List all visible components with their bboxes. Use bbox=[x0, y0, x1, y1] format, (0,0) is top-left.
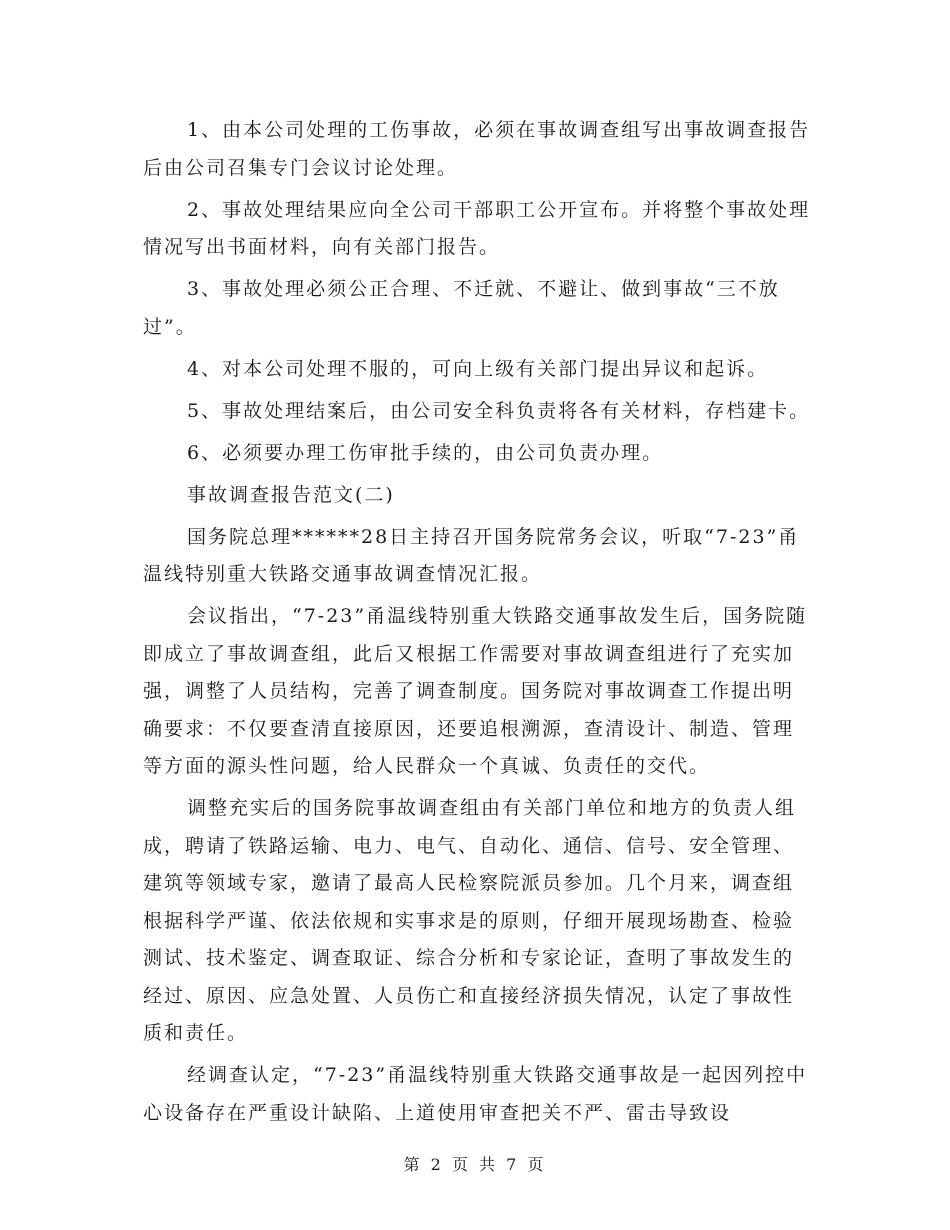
section-heading: 事故调查报告范文(二) bbox=[187, 483, 395, 506]
paragraph-item-6: 6、必须要办理工伤审批手续的，由公司负责办理。 bbox=[187, 441, 664, 464]
page-number-footer: 第 2 页 共 7 页 bbox=[403, 1155, 547, 1174]
document-body bbox=[143, 112, 813, 1137]
paragraph-item-4: 4、对本公司处理不服的，可向上级有关部门提出异议和起诉。 bbox=[187, 357, 769, 380]
paragraph-meeting-points: 会议指出，“7-23”甬温线特别重大铁路交通事故发生后，国务院随即成立了事故调查组，此后又根据工作需要对事故调查组进行了充实加强，调整了人员结构，完善了调查制度。国务院对事故调查工作提出明确要求：不仅要查清直接原因，还要追根溯源，查清设计、制造、管理等方面的源头性问题，给人民群众一个真诚、负责任的交代。 bbox=[143, 605, 808, 777]
paragraph-meeting-intro: 国务院总理******28日主持召开国务院常务会议，听取“7-23”甬温线特别重大铁路交通事故调查情况汇报。 bbox=[143, 525, 800, 585]
paragraph-conclusion: 经调查认定，“7-23”甬温线特别重大铁路交通事故是一起因列控中心设备存在严重设计缺陷、上道使用审查把关不严、雷击导致设 bbox=[143, 1064, 808, 1124]
paragraph-item-5: 5、事故处理结案后，由公司安全科负责将各有关材料，存档建卡。 bbox=[187, 399, 811, 422]
paragraph-item-3: 3、事故处理必须公正合理、不迁就、不避让、做到事故“三不放过”。 bbox=[143, 278, 780, 338]
paragraph-investigation-team: 调整充实后的国务院事故调查组由有关部门单位和地方的负责人组成，聘请了铁路运输、电力、电气、自动化、通信、信号、安全管理、建筑等领域专家，邀请了最高人民检察院派员参加。几个月来，调查组根据科学严谨、依法依规和实事求是的原则，仔细开展现场勘查、检验测试、技术鉴定、调查取证、综合分析和专家论证，查明了事故发生的经过、原因、应急处置、人员伤亡和直接经济损失情况，认定了事故性质和责任。 bbox=[143, 797, 797, 1044]
paragraph-item-2: 2、事故处理结果应向全公司干部职工公开宣布。并将整个事故处理情况写出书面材料，向有关部门报告。 bbox=[143, 198, 811, 258]
paragraph-item-1: 1、由本公司处理的工伤事故，必须在事故调查组写出事故调查报告后由公司召集专门会议讨论处理。 bbox=[143, 119, 811, 179]
